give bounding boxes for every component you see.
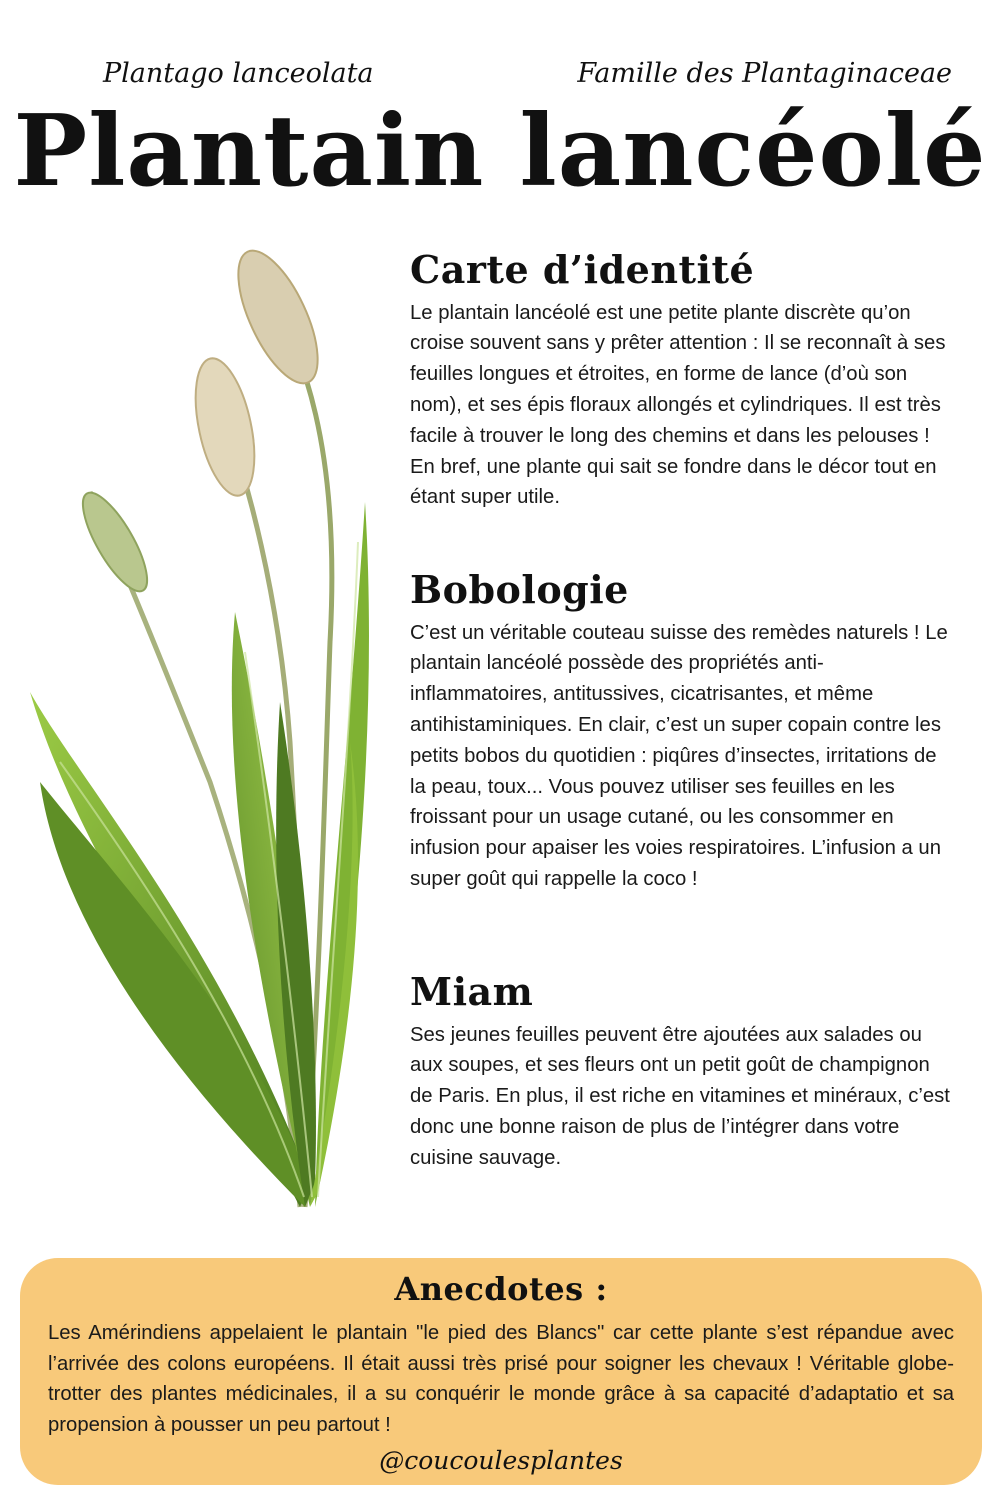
family-name: Famille des Plantaginaceae	[577, 58, 952, 89]
flower-spike	[71, 485, 158, 600]
anecdotes-text: Les Amérindiens appelaient le plantain "le pied des Blancs" car cette plante s’est répandue avec l’arrivée des colons européens. Il était aussi très prisé pour soigner les chevaux ! Véritable globe-trotter des plantes médicinales, il a su conquérir le monde grâce à sa capacité d’adaptatio et sa propension à pousser un peu partout !	[48, 1322, 954, 1436]
section-text: C’est un véritable couteau suisse des remèdes naturels ! Le plantain lancéolé possède des propriétés anti-inflammatoires, antitussives, cicatrisantes, et même antihistaminiques. En clair, c’est un super copain contre les petits bobos du quotidien : piqûres d’insectes, irritations de la peau, toux... Vous pouvez utiliser ses feuilles en les froissant pour un usage cutané, ou les consommer en infusion pour apaiser les voies respiratoires. L’infusion a un super goût qui rappelle la coco !	[410, 621, 948, 891]
section-text: Ses jeunes feuilles peuvent être ajoutées aux salades ou aux soupes, et ses fleurs ont un petit goût de champignon de Paris. En plus, il est riche en vitamines et minéraux, c’est donc une bonne raison de plus de l’intégrer dans votre cuisine sauvage.	[410, 1023, 950, 1169]
section-text: Le plantain lancéolé est une petite plante discrète qu’on croise souvent sans y prêter attention : Il se reconnaît à ses feuilles longues et étroites, en forme de lance (d’où son nom), et ses épis floraux allongés et cylindriques. Il est très facile à trouver le long des chemins et dans les pelouses ! En bref, une plante qui sait se fondre dans le décor tout en étant super utile.	[410, 301, 946, 509]
section-heading: Bobologie	[410, 567, 629, 612]
anecdotes-heading: Anecdotes :	[394, 1270, 608, 1308]
section-heading: Carte d’identité	[410, 247, 755, 292]
section-bobologie	[410, 568, 950, 895]
page-title: Plantain lancéolé	[13, 94, 987, 209]
anecdotes-box	[20, 1258, 982, 1485]
flower-spike	[222, 240, 334, 394]
plantain-illustration	[20, 222, 405, 1217]
section-identity	[410, 248, 950, 513]
section-heading: Miam	[410, 969, 534, 1014]
flower-spike	[185, 353, 265, 501]
section-miam	[410, 970, 950, 1174]
latin-name: Plantago lanceolata	[103, 58, 374, 89]
social-handle: @coucoulesplantes	[379, 1446, 623, 1475]
